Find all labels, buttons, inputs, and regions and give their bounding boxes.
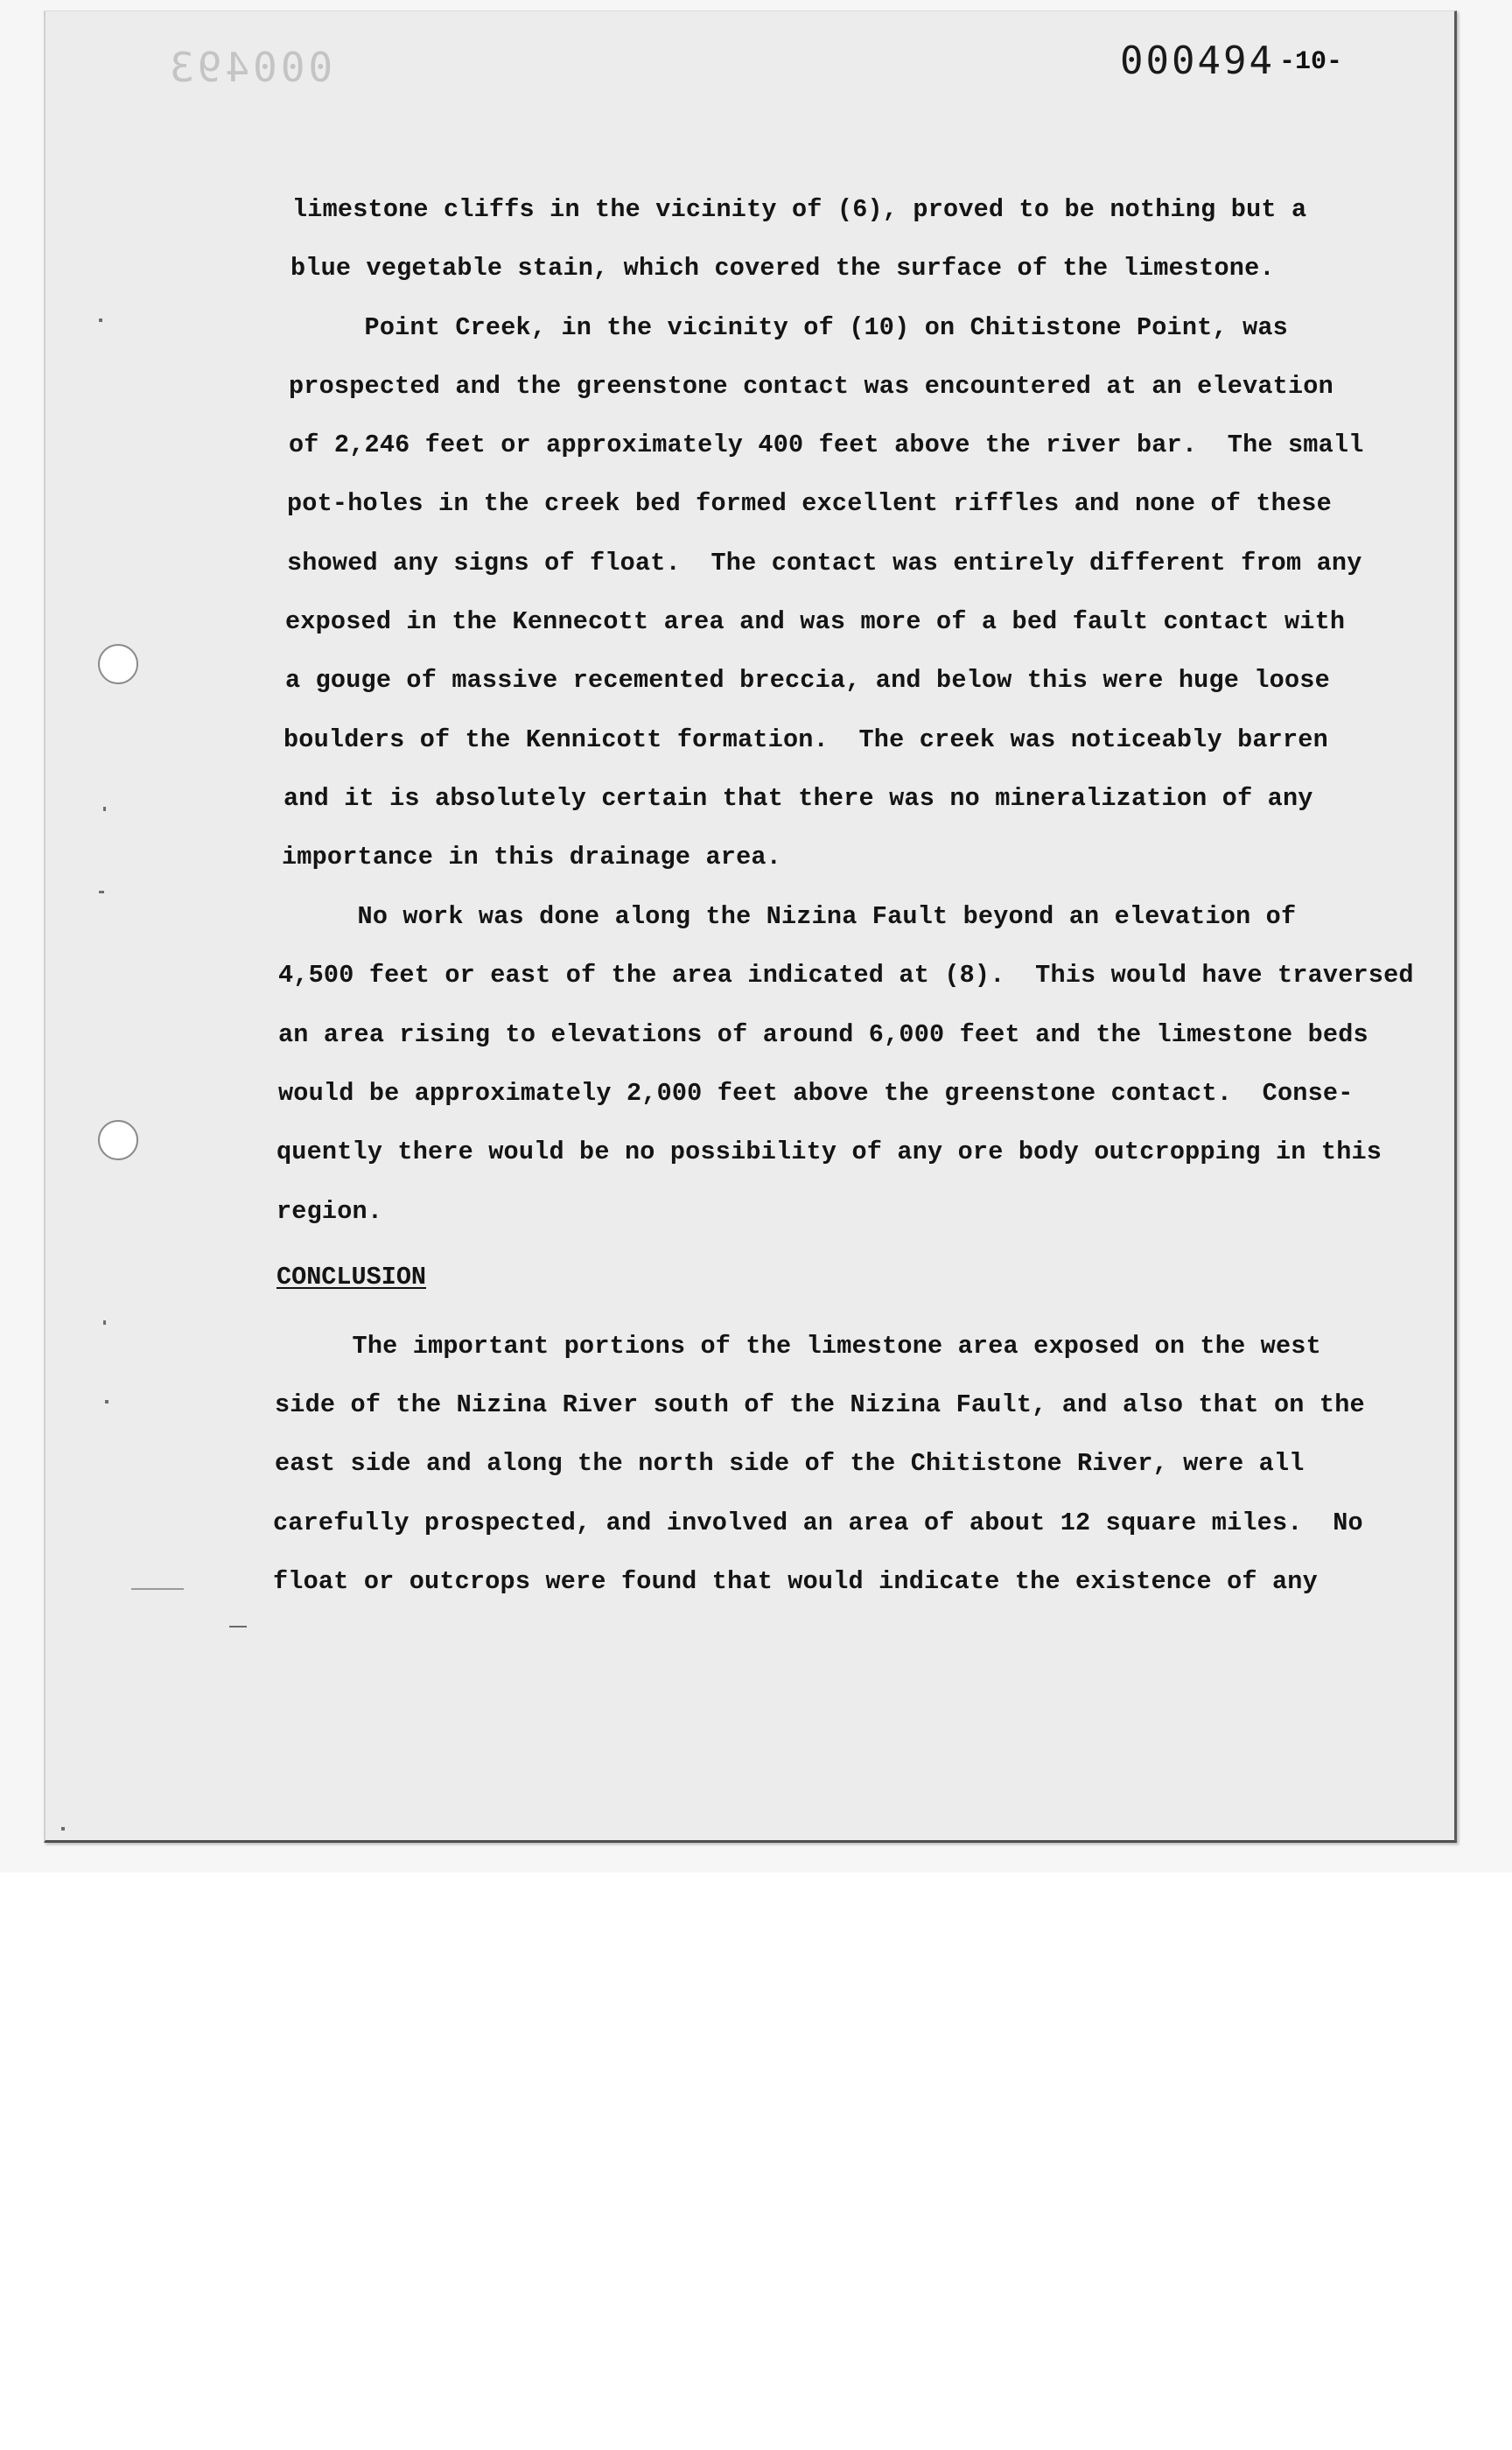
text-line: pot-holes in the creek bed formed excellent riffles and none of these	[287, 489, 1332, 518]
text-line: limestone cliffs in the vicinity of (6), proved to be nothing but a	[292, 195, 1307, 224]
text-line: Point Creek, in the vicinity of (10) on Chitistone Point, was	[289, 313, 1288, 342]
punch-hole	[98, 1120, 138, 1160]
scan-speck	[61, 1827, 65, 1830]
text-line: quently there would be no possibility of any ore body outcropping in this	[276, 1138, 1382, 1166]
scan-speck	[103, 807, 106, 811]
ghost-stamp-bleedthrough: 000493	[166, 44, 333, 91]
scan-speck	[103, 1320, 106, 1325]
punch-hole	[98, 644, 138, 684]
text-line: blue vegetable stain, which covered the surface of the limestone.	[290, 254, 1275, 283]
text-line: would be approximately 2,000 feet above the greenstone contact. Conse-	[278, 1079, 1354, 1108]
text-line: region.	[276, 1197, 383, 1226]
text-line: The important portions of the limestone area exposed on the west	[276, 1332, 1321, 1361]
text-line: float or outcrops were found that would indicate the existence of any	[273, 1567, 1318, 1596]
scan-speck	[105, 1400, 108, 1404]
text-line: 4,500 feet or east of the area indicated at (8). This would have traversed	[278, 961, 1414, 990]
text-line: exposed in the Kennecott area and was more of a bed fault contact with	[285, 607, 1346, 636]
document-stamp-number: 000494	[1120, 38, 1275, 83]
text-line: prospected and the greenstone contact was encountered at an elevation	[289, 372, 1334, 401]
text-line: boulders of the Kennicott formation. The creek was noticeably barren	[284, 725, 1328, 754]
text-line: a gouge of massive recemented breccia, and below this were huge loose	[285, 666, 1330, 695]
text-line: importance in this drainage area.	[282, 843, 781, 872]
section-heading-conclusion: CONCLUSION	[276, 1263, 427, 1292]
text-line: of 2,246 feet or approximately 400 feet above the river bar. The small	[289, 430, 1364, 459]
scan-mark	[131, 1588, 184, 1590]
page-number: -10-	[1279, 47, 1343, 77]
text-line: and it is absolutely certain that there was no mineralization of any	[284, 784, 1313, 813]
text-line: showed any signs of float. The contact was entirely different from any	[287, 549, 1362, 578]
scan-speck	[99, 891, 104, 893]
text-line: an area rising to elevations of around 6,000 feet and the limestone beds	[278, 1020, 1368, 1049]
scan-mark	[229, 1626, 247, 1628]
text-line: east side and along the north side of the Chitistone River, were all	[275, 1449, 1305, 1478]
text-line: No work was done along the Nizina Fault beyond an elevation of	[282, 902, 1297, 931]
scan-speck	[99, 318, 102, 322]
text-line: side of the Nizina River south of the Nizina Fault, and also that on the	[275, 1390, 1365, 1419]
text-line: carefully prospected, and involved an area of about 12 square miles. No	[273, 1508, 1363, 1537]
